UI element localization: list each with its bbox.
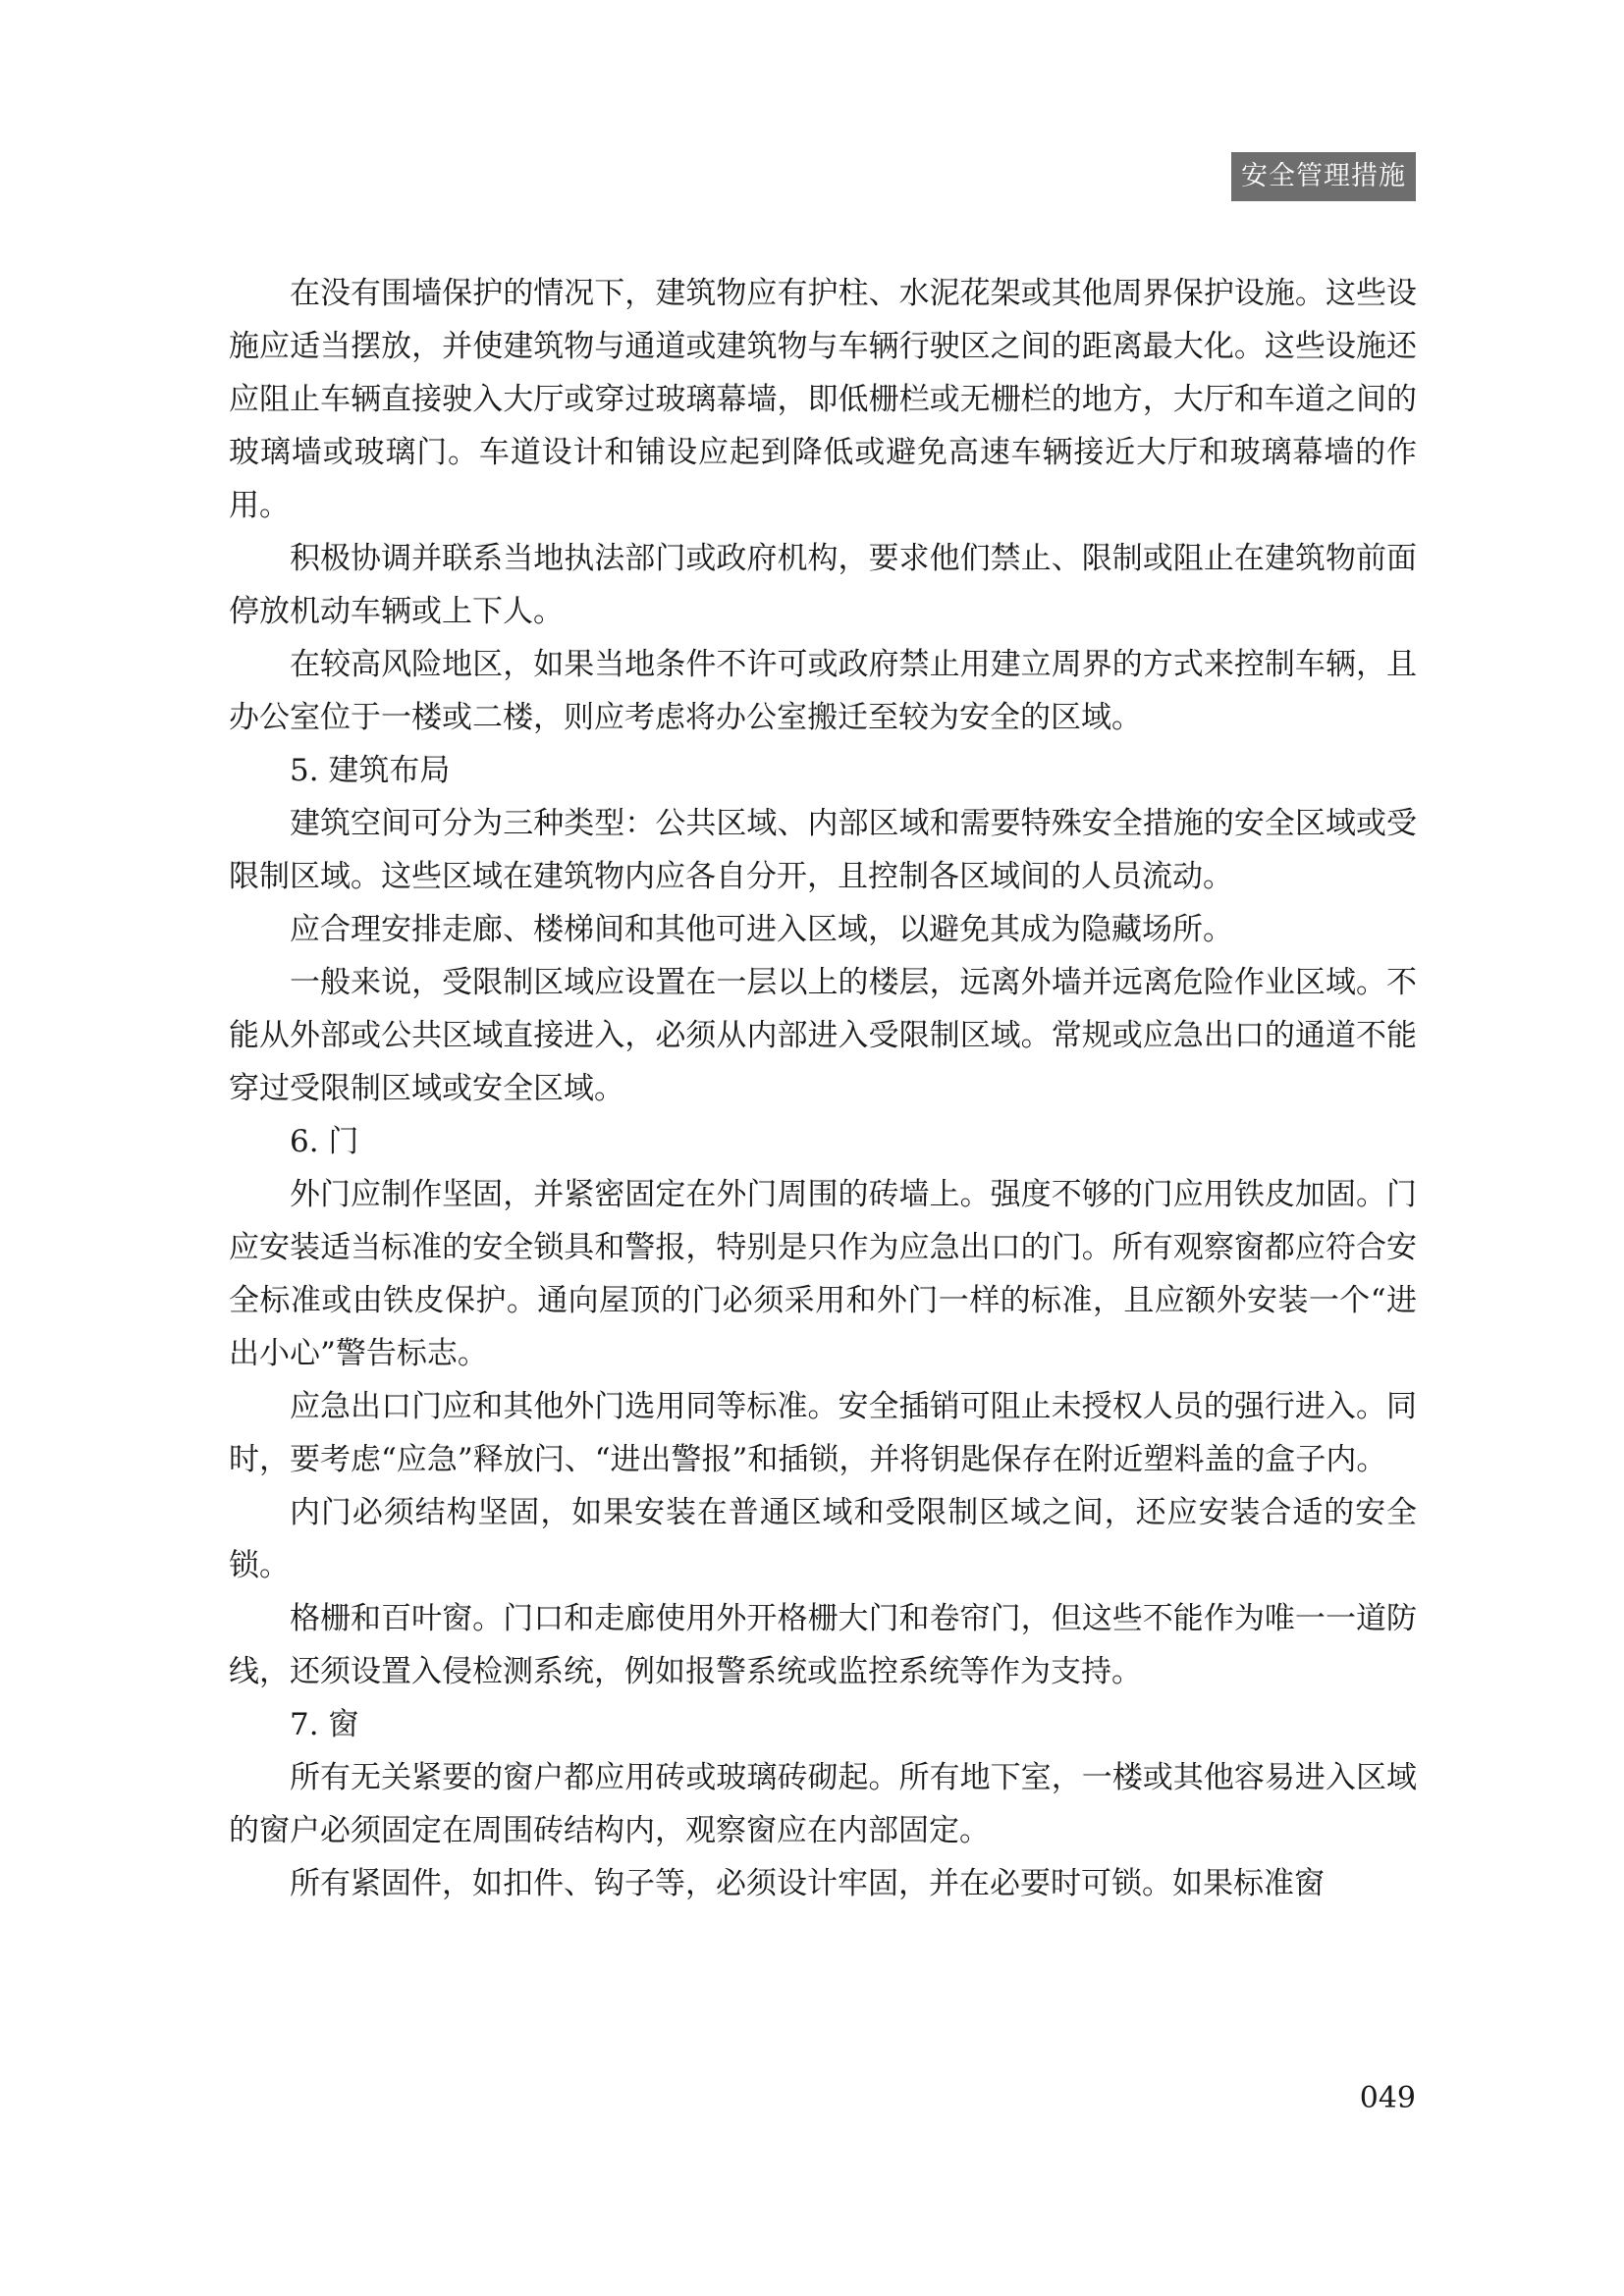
paragraph: 积极协调并联系当地执法部门或政府机构，要求他们禁止、限制或阻止在建筑物前面停放机动车辆或上下人。: [229, 541, 1417, 629]
paragraph: 建筑空间可分为三种类型：公共区域、内部区域和需要特殊安全措施的安全区域或受限制区域。这些区域在建筑物内应各自分开，且控制各区域间的人员流动。: [229, 806, 1417, 894]
section-tag: 安全管理措施: [1231, 152, 1416, 201]
section-heading-building-layout: 5. 建筑布局: [290, 753, 451, 788]
paragraph: 所有无关紧要的窗户都应用砖或玻璃砖砌起。所有地下室，一楼或其他容易进入区域的窗户必须固定在周围砖结构内，观察窗应在内部固定。: [229, 1760, 1417, 1848]
paragraph: 一般来说，受限制区域应设置在一层以上的楼层，远离外墙并远离危险作业区域。不能从外部或公共区域直接进入，必须从内部进入受限制区域。常规或应急出口的通道不能穿过受限制区域或安全区域。: [229, 965, 1417, 1106]
paragraph: 外门应制作坚固，并紧密固定在外门周围的砖墙上。强度不够的门应用铁皮加固。门应安装适当标准的安全锁具和警报，特别是只作为应急出口的门。所有观察窗都应符合安全标准或由铁皮保护。通向屋顶的门必须采用和外门一样的标准，且应额外安装一个“进出小心”警告标志。: [229, 1177, 1417, 1371]
section-heading-windows: 7. 窗: [290, 1707, 359, 1742]
paragraph: 在较高风险地区，如果当地条件不许可或政府禁止用建立周界的方式来控制车辆，且办公室位于一楼或二楼，则应考虑将办公室搬迁至较为安全的区域。: [229, 647, 1417, 735]
page-body: [229, 267, 1417, 1910]
paragraph: 在没有围墙保护的情况下，建筑物应有护柱、水泥花架或其他周界保护设施。这些设施应适当摆放，并使建筑物与通道或建筑物与车辆行驶区之间的距离最大化。这些设施还应阻止车辆直接驶入大厅或穿过玻璃幕墙，即低栅栏或无栅栏的地方，大厅和车道之间的玻璃墙或玻璃门。车道设计和铺设应起到降低或避免高速车辆接近大厅和玻璃幕墙的作用。: [229, 276, 1417, 523]
paragraph: 格栅和百叶窗。门口和走廊使用外开格栅大门和卷帘门，但这些不能作为唯一一道防线，还须设置入侵检测系统，例如报警系统或监控系统等作为支持。: [229, 1601, 1417, 1689]
section-heading-doors: 6. 门: [290, 1124, 359, 1159]
paragraph: 所有紧固件，如扣件、钩子等，必须设计牢固，并在必要时可锁。如果标准窗: [290, 1866, 1325, 1901]
page-number: 049: [1359, 2081, 1416, 2115]
paragraph: 内门必须结构坚固，如果安装在普通区域和受限制区域之间，还应安装合适的安全锁。: [229, 1495, 1417, 1583]
paragraph: 应急出口门应和其他外门选用同等标准。安全插销可阻止未授权人员的强行进入。同时，要考虑“应急”释放闩、“进出警报”和插锁，并将钥匙保存在附近塑料盖的盒子内。: [229, 1389, 1417, 1477]
paragraph: 应合理安排走廊、楼梯间和其他可进入区域，以避免其成为隐藏场所。: [290, 912, 1233, 947]
